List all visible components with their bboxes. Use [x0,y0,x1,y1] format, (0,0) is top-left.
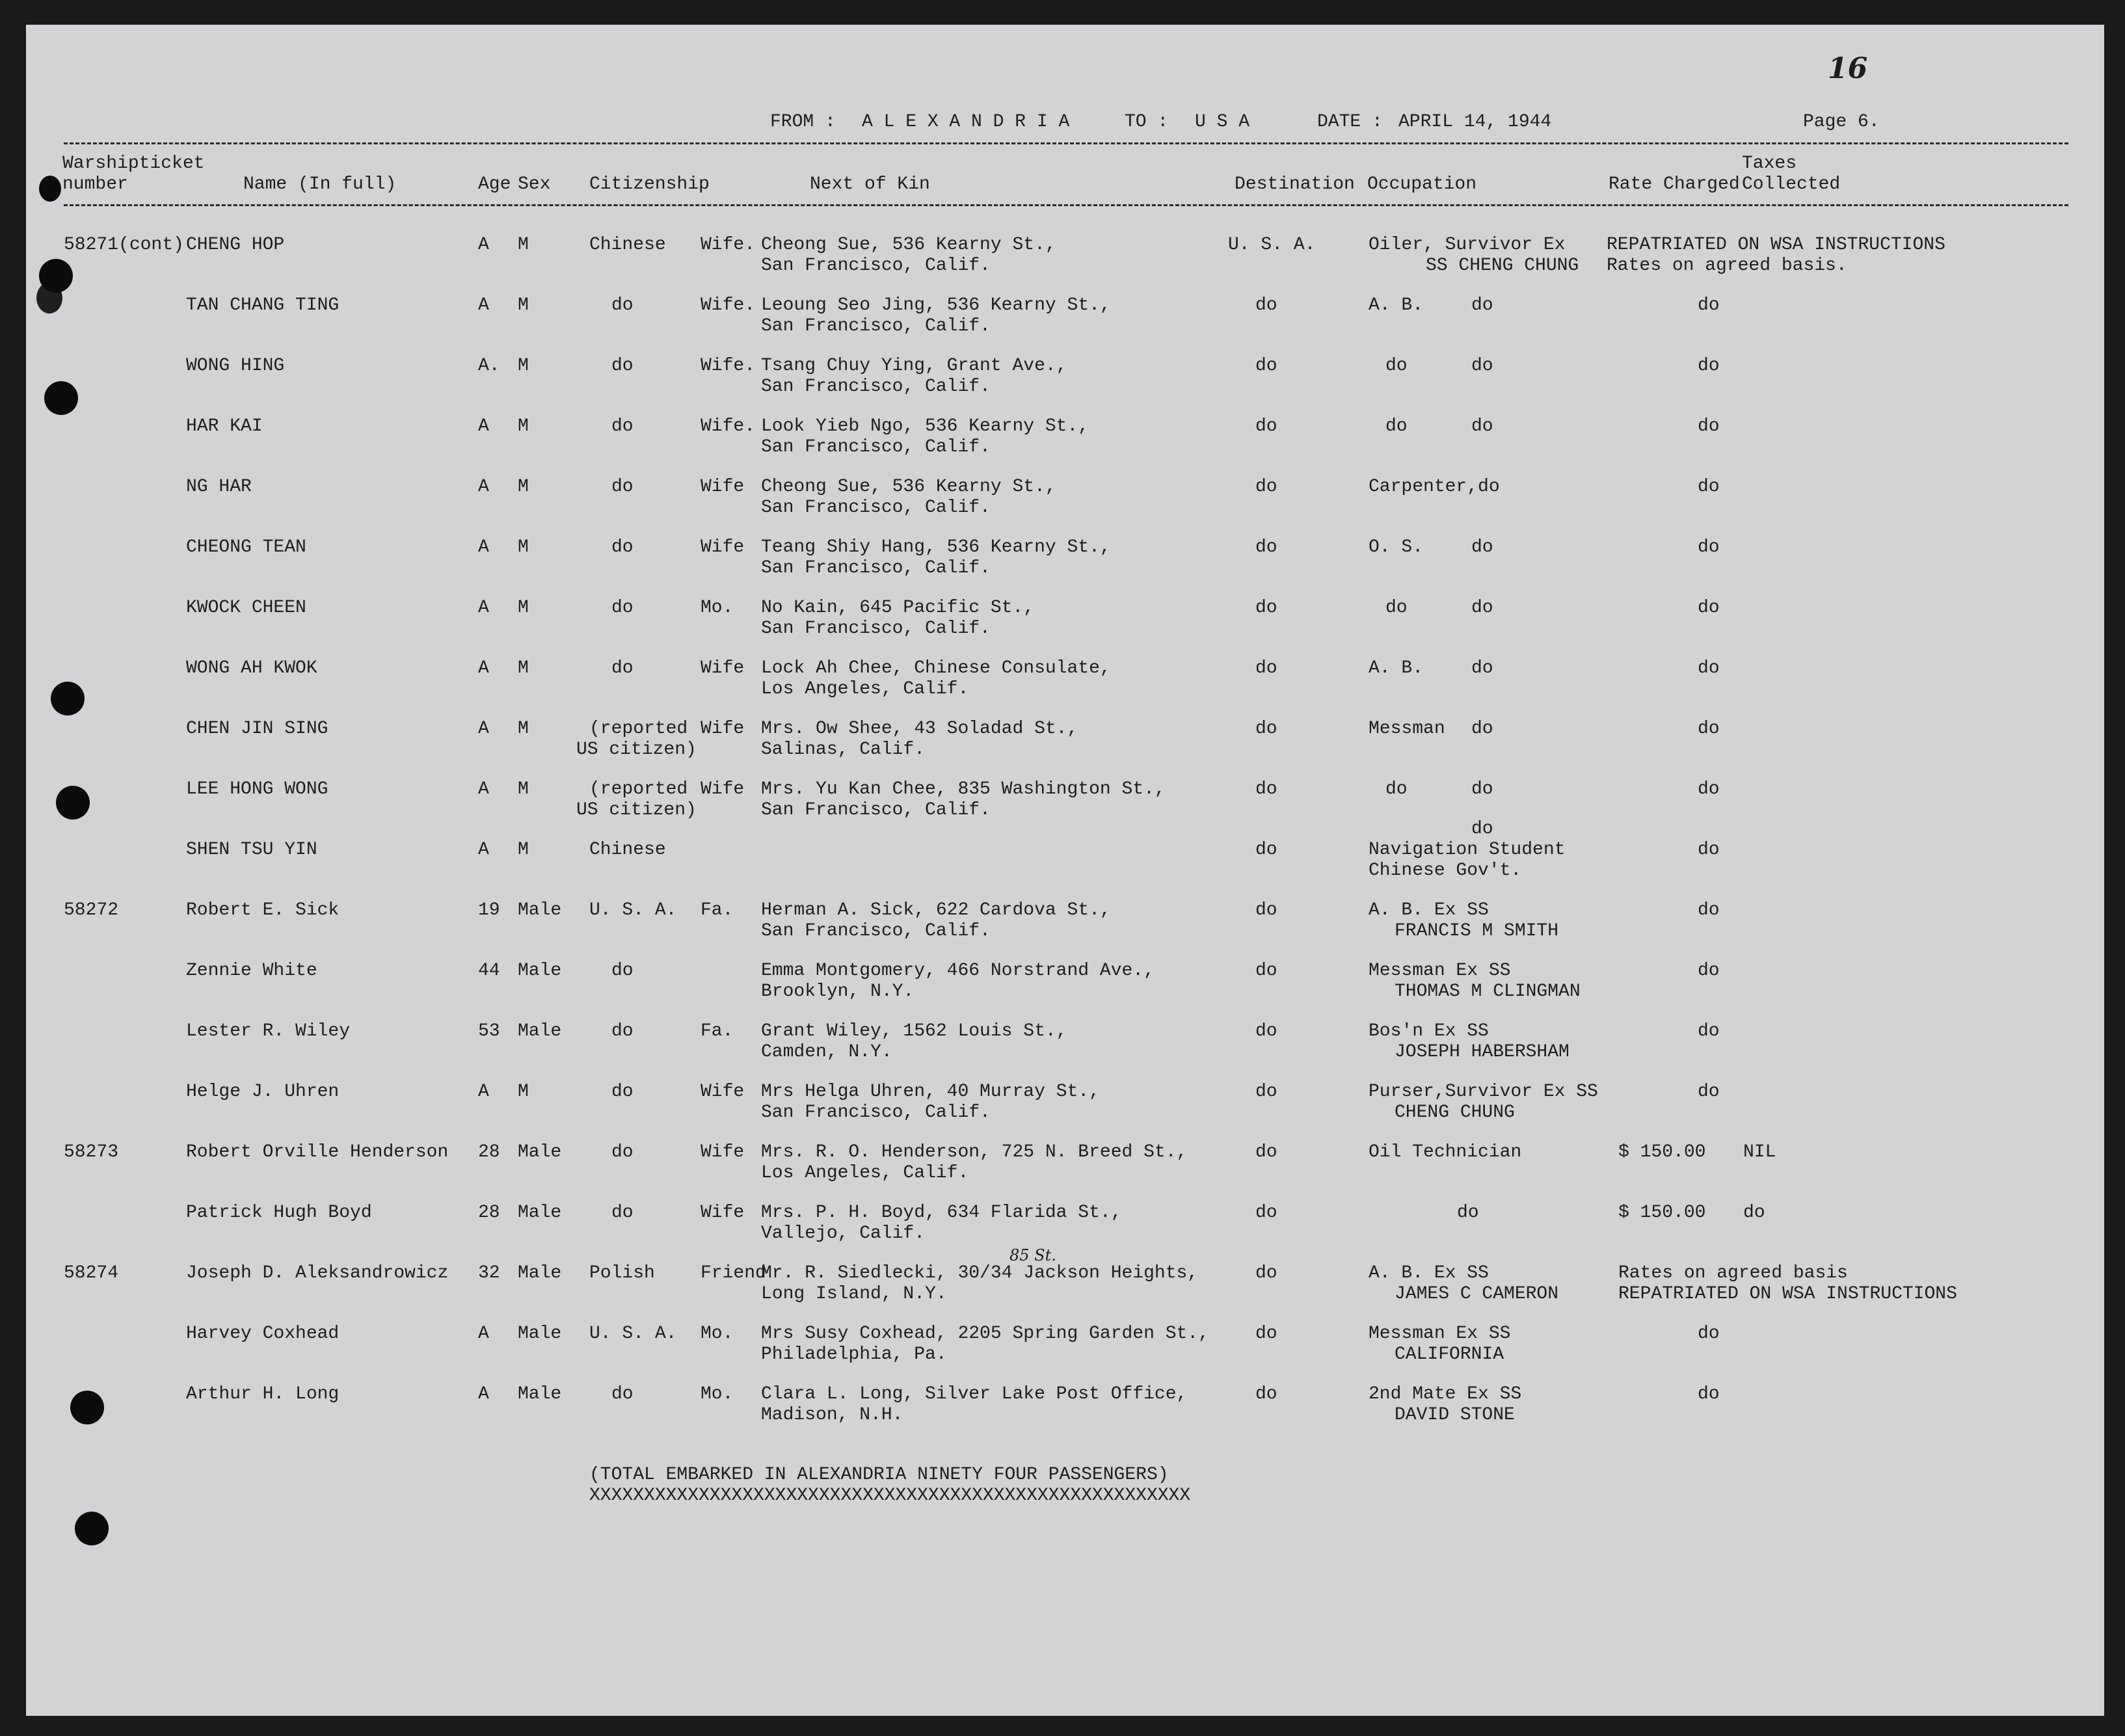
row-kin-line2: San Francisco, Calif. [761,921,991,941]
row-age: A [478,779,489,799]
row-age: A [478,1324,489,1344]
row-citizenship: Chinese [589,840,666,860]
row-citizenship: do [611,1142,634,1162]
row-taxes: do [1743,1203,1765,1223]
row-occupation-2: DAVID STONE [1395,1405,1515,1425]
row-destination: do [1255,537,1277,557]
row-relation: Wife [701,477,745,497]
row-relation: Mo. [701,1384,734,1404]
row-sex: M [518,477,529,497]
row-rate: do [1698,416,1720,436]
row-kin-line2: San Francisco, Calif. [761,377,991,397]
row-rate: do [1698,961,1720,981]
row-rate: do [1698,1082,1720,1102]
row-citizenship: do [611,477,634,497]
row-occupation-2: CHENG CHUNG [1395,1102,1515,1123]
row-occupation: do [1385,416,1408,436]
col-sex: Sex [518,174,551,194]
row-citizenship: U. S. A. [589,900,677,920]
passenger-row [26,819,2104,892]
row-age: 53 [478,1021,500,1041]
col-name: Name (In full) [243,174,397,194]
row-citizenship: U. S. A. [589,1324,677,1344]
row-sex: M [518,779,529,799]
header-rule-top [64,142,2068,144]
row-relation: Wife [701,537,745,557]
row-kin-line1: Herman A. Sick, 622 Cardova St., [761,900,1111,920]
row-kin-line1: Grant Wiley, 1562 Louis St., [761,1021,1067,1041]
row-kin-line1: Mrs. R. O. Henderson, 725 N. Breed St., [761,1142,1188,1162]
passenger-row [26,961,2104,1013]
row-occupation-do: do [1471,295,1493,315]
row-name: Patrick Hugh Boyd [186,1203,372,1223]
row-age: A [478,235,489,255]
row-citizenship: do [611,1082,634,1102]
row-age: A [478,416,489,436]
row-sex: Male [518,1203,562,1223]
row-occupation-do: do [1471,779,1493,799]
row-occupation: Messman Ex SS [1369,961,1511,981]
row-name: Lester R. Wiley [186,1021,351,1041]
row-kin-line2: Salinas, Calif. [761,740,926,760]
row-occupation: Oil Technician [1369,1142,1522,1162]
passenger-row [26,719,2104,771]
passenger-row [26,779,2104,831]
row-kin-line1: Emma Montgomery, 466 Norstrand Ave., [761,961,1155,981]
row-destination: do [1255,961,1277,981]
row-name: Joseph D. Aleksandrowicz [186,1263,449,1283]
col-destination: Destination [1235,174,1355,194]
passenger-row [26,658,2104,710]
row-citizenship: do [611,658,634,678]
passenger-row [26,537,2104,589]
passenger-row [26,1082,2104,1134]
punch-hole [75,1512,109,1545]
row-citizenship: do [611,1384,634,1404]
row-relation: Wife [701,719,745,739]
row-kin-line1: No Kain, 645 Pacific St., [761,598,1035,618]
row-destination: do [1255,1384,1277,1404]
row-rate: do [1698,719,1720,739]
row-rate: do [1698,477,1720,497]
row-relation: Wife [701,779,745,799]
strike-line: XXXXXXXXXXXXXXXXXXXXXXXXXXXXXXXXXXXXXXXXXXXXXXXXXXXXXXX [589,1486,1191,1506]
row-rate: do [1698,1021,1720,1041]
header-rule-bottom [64,204,2068,206]
col-rate: Rate Charged [1609,174,1740,194]
row-rate: do [1698,537,1720,557]
row-rate: do [1698,658,1720,678]
row-occupation: A. B. Ex SS [1369,1263,1489,1283]
row-kin-line1: Clara L. Long, Silver Lake Post Office, [761,1384,1188,1404]
row-citizenship: do [611,356,634,376]
row-name: WONG HING [186,356,285,376]
handwritten-page-number: 16 [1828,52,1868,85]
row-occupation-do: do [1471,819,1493,839]
row-occupation-2: THOMAS M CLINGMAN [1395,982,1581,1002]
row-ticket: 58272 [64,900,119,920]
row-kin-line2: San Francisco, Calif. [761,437,991,457]
row-destination: do [1255,356,1277,376]
row-relation: Wife [701,658,745,678]
row-name: HAR KAI [186,416,263,436]
handwritten-note: 85 St. [1009,1246,1056,1264]
row-rate-2: Rates on agreed basis. [1607,256,1847,276]
row-ticket: 58271(cont) [64,235,184,255]
row-relation: Wife. [701,356,756,376]
row-age: A [478,1384,489,1404]
row-destination: do [1255,416,1277,436]
row-destination: do [1255,658,1277,678]
passenger-row [26,235,2104,287]
row-occupation: 2nd Mate Ex SS [1369,1384,1522,1404]
row-sex: M [518,840,529,860]
row-kin-line2: Brooklyn, N.Y. [761,982,915,1002]
row-kin-line2: Philadelphia, Pa. [761,1344,947,1365]
col-ticket: Warshipticket [62,154,205,174]
row-sex: M [518,719,529,739]
row-citizenship: Polish [589,1263,655,1283]
row-occupation: Messman Ex SS [1369,1324,1511,1344]
row-citizenship: (reported [589,719,688,739]
row-name: NG HAR [186,477,252,497]
row-rate: do [1698,356,1720,376]
row-sex: M [518,235,529,255]
row-citizenship: do [611,295,634,315]
passenger-row [26,1142,2104,1194]
row-rate: do [1698,840,1720,860]
row-destination: do [1255,1142,1277,1162]
row-kin-line2: Los Angeles, Calif. [761,679,969,699]
row-destination: do [1255,840,1277,860]
col-citizenship: Citizenship [589,174,710,194]
passenger-row [26,295,2104,347]
row-occupation-do: do [1471,719,1493,739]
row-occupation: Navigation Student [1369,840,1566,860]
row-occupation-do: do [1471,537,1493,557]
row-rate: REPATRIATED ON WSA INSTRUCTIONS [1607,235,1945,255]
row-kin-line2: Los Angeles, Calif. [761,1163,969,1183]
row-relation: Mo. [701,598,734,618]
row-relation: Fa. [701,900,734,920]
row-kin-line1: Mrs. P. H. Boyd, 634 Flarida St., [761,1203,1122,1223]
row-rate: do [1698,1324,1720,1344]
col-taxes: Taxes [1742,154,1797,174]
row-citizenship: Chinese [589,235,666,255]
row-occupation: A. B. Ex SS [1369,900,1489,920]
row-kin-line1: Cheong Sue, 536 Kearny St., [761,477,1056,497]
total-embarked: (TOTAL EMBARKED IN ALEXANDRIA NINETY FOUR PASSENGERS) [589,1465,1169,1485]
row-sex: M [518,416,529,436]
row-age: A [478,598,489,618]
row-kin-line1: Mrs Helga Uhren, 40 Murray St., [761,1082,1100,1102]
row-citizenship-2: US citizen) [576,800,697,820]
row-destination: do [1255,1021,1277,1041]
row-name: SHEN TSU YIN [186,840,317,860]
row-relation: Wife [701,1082,745,1102]
row-occupation-do: do [1471,598,1493,618]
row-age: 28 [478,1142,500,1162]
row-kin-line1: Mrs Susy Coxhead, 2205 Spring Garden St., [761,1324,1209,1344]
row-destination: do [1255,1082,1277,1102]
row-citizenship-2: US citizen) [576,740,697,760]
row-relation: Fa. [701,1021,734,1041]
row-relation: Wife. [701,416,756,436]
row-sex: M [518,658,529,678]
row-citizenship: do [611,537,634,557]
row-age: A. [478,356,500,376]
row-citizenship: do [611,1203,634,1223]
row-sex: Male [518,961,562,981]
row-occupation: do [1385,356,1408,376]
row-kin-line1: Tsang Chuy Ying, Grant Ave., [761,356,1067,376]
row-age: 44 [478,961,500,981]
row-kin-line1: Mrs. Ow Shee, 43 Soladad St., [761,719,1078,739]
row-kin-line2: Long Island, N.Y. [761,1284,947,1304]
passenger-row [26,900,2104,952]
row-sex: Male [518,1324,562,1344]
row-destination: do [1255,1324,1277,1344]
row-ticket: 58274 [64,1263,119,1283]
passenger-row [26,1021,2104,1073]
row-occupation: Carpenter,do [1369,477,1500,497]
row-destination: U. S. A. [1228,235,1316,255]
row-occupation-2: FRANCIS M SMITH [1395,921,1559,941]
row-sex: M [518,356,529,376]
row-relation: Wife [701,1203,745,1223]
row-kin-line1: Mrs. Yu Kan Chee, 835 Washington St., [761,779,1166,799]
row-age: A [478,658,489,678]
row-destination: do [1255,1203,1277,1223]
row-name: Harvey Coxhead [186,1324,340,1344]
row-rate: do [1698,1384,1720,1404]
row-kin-line2: Camden, N.Y. [761,1042,892,1062]
row-occupation: Purser,Survivor Ex SS [1369,1082,1598,1102]
row-sex: Male [518,1142,562,1162]
row-kin-line2: Madison, N.H. [761,1405,903,1425]
row-destination: do [1255,900,1277,920]
row-occupation-2: JOSEPH HABERSHAM [1395,1042,1570,1062]
row-occupation-2: CALIFORNIA [1395,1344,1504,1365]
row-occupation-do: do [1471,356,1493,376]
page-label: Page 6. [1803,112,1880,132]
row-citizenship: do [611,1021,634,1041]
from-value: A L E X A N D R I A [862,112,1070,132]
to-value: U S A [1195,112,1250,132]
row-sex: Male [518,1384,562,1404]
passenger-row [26,1324,2104,1376]
row-age: A [478,295,489,315]
row-relation: Wife. [701,235,756,255]
passenger-row [26,416,2104,468]
row-relation: Wife [701,1142,745,1162]
row-relation: Mo. [701,1324,734,1344]
row-rate: do [1698,598,1720,618]
row-name: CHEN JIN SING [186,719,328,739]
row-destination: do [1255,477,1277,497]
row-kin-line1: Leoung Seo Jing, 536 Kearny St., [761,295,1111,315]
row-kin-line2: San Francisco, Calif. [761,316,991,336]
row-rate-2: REPATRIATED ON WSA INSTRUCTIONS [1618,1284,1957,1304]
row-kin-line1: Lock Ah Chee, Chinese Consulate, [761,658,1111,678]
row-occupation: do [1385,779,1408,799]
row-age: 28 [478,1203,500,1223]
row-kin-line2: San Francisco, Calif. [761,800,991,820]
row-citizenship: do [611,598,634,618]
row-occupation-do: do [1471,658,1493,678]
row-relation: Wife. [701,295,756,315]
row-rate: do [1698,900,1720,920]
row-destination: do [1255,779,1277,799]
row-name: Helge J. Uhren [186,1082,340,1102]
row-rate: Rates on agreed basis [1618,1263,1848,1283]
row-occupation-2: JAMES C CAMERON [1395,1284,1559,1304]
row-kin-line2: Vallejo, Calif. [761,1223,926,1244]
row-occupation: do [1385,598,1408,618]
row-name: Zennie White [186,961,317,981]
manifest-page [26,25,2104,1716]
row-occupation: do [1457,1203,1479,1223]
row-destination: do [1255,295,1277,315]
row-name: WONG AH KWOK [186,658,317,678]
row-age: 19 [478,900,500,920]
row-relation: Friend [701,1263,766,1283]
row-name: Robert E. Sick [186,900,340,920]
row-age: A [478,840,489,860]
row-citizenship: do [611,961,634,981]
row-name: CHEONG TEAN [186,537,306,557]
row-kin-line1: Mr. R. Siedlecki, 30/34 Jackson Heights, [761,1263,1199,1283]
col-age: Age [478,174,511,194]
row-citizenship: do [611,416,634,436]
from-label: FROM : [770,112,836,132]
row-age: 32 [478,1263,500,1283]
row-destination: do [1255,1263,1277,1283]
row-kin-line2: San Francisco, Calif. [761,619,991,639]
row-destination: do [1255,719,1277,739]
row-sex: M [518,537,529,557]
col-occupation: Occupation [1367,174,1477,194]
row-occupation: A. B. [1369,295,1424,315]
row-ticket: 58273 [64,1142,119,1162]
passenger-row [26,1203,2104,1255]
row-age: A [478,719,489,739]
col-taxes-2: Collected [1742,174,1841,194]
row-occupation: O. S. [1369,537,1424,557]
row-occupation-2: SS CHENG CHUNG [1426,256,1579,276]
row-sex: Male [518,900,562,920]
row-rate: do [1698,295,1720,315]
row-occupation: Oiler, Survivor Ex [1369,235,1566,255]
row-citizenship: (reported [589,779,688,799]
passenger-row [26,477,2104,529]
punch-hole [39,176,61,202]
passenger-row [26,1384,2104,1436]
row-name: Arthur H. Long [186,1384,340,1404]
to-label: TO : [1125,112,1169,132]
row-kin-line2: San Francisco, Calif. [761,498,991,518]
col-next-of-kin: Next of Kin [810,174,930,194]
row-rate: $ 150.00 [1618,1142,1706,1162]
passenger-row [26,1263,2104,1315]
row-kin-line2: San Francisco, Calif. [761,558,991,578]
row-sex: M [518,598,529,618]
row-sex: M [518,1082,529,1102]
passenger-row [26,598,2104,650]
row-occupation: Messman [1369,719,1445,739]
row-kin-line1: Teang Shiy Hang, 536 Kearny St., [761,537,1111,557]
row-age: A [478,537,489,557]
row-name: LEE HONG WONG [186,779,328,799]
row-name: CHENG HOP [186,235,285,255]
row-occupation-do: do [1471,416,1493,436]
row-occupation-2: Chinese Gov't. [1369,861,1522,881]
row-name: Robert Orville Henderson [186,1142,449,1162]
row-kin-line1: Cheong Sue, 536 Kearny St., [761,235,1056,255]
row-kin-line2: San Francisco, Calif. [761,1102,991,1123]
row-occupation: A. B. [1369,658,1424,678]
row-occupation: Bos'n Ex SS [1369,1021,1489,1041]
col-ticket-2: number [62,174,128,194]
row-rate: $ 150.00 [1618,1203,1706,1223]
row-age: A [478,477,489,497]
row-sex: M [518,295,529,315]
row-rate: do [1698,779,1720,799]
row-kin-line2: San Francisco, Calif. [761,256,991,276]
date-label: DATE : [1317,112,1383,132]
row-name: KWOCK CHEEN [186,598,306,618]
row-taxes: NIL [1743,1142,1776,1162]
date-value: APRIL 14, 1944 [1398,112,1552,132]
row-kin-line1: Look Yieb Ngo, 536 Kearny St., [761,416,1089,436]
row-age: A [478,1082,489,1102]
passenger-row [26,356,2104,408]
row-sex: Male [518,1263,562,1283]
row-name: TAN CHANG TING [186,295,340,315]
row-destination: do [1255,598,1277,618]
row-sex: Male [518,1021,562,1041]
